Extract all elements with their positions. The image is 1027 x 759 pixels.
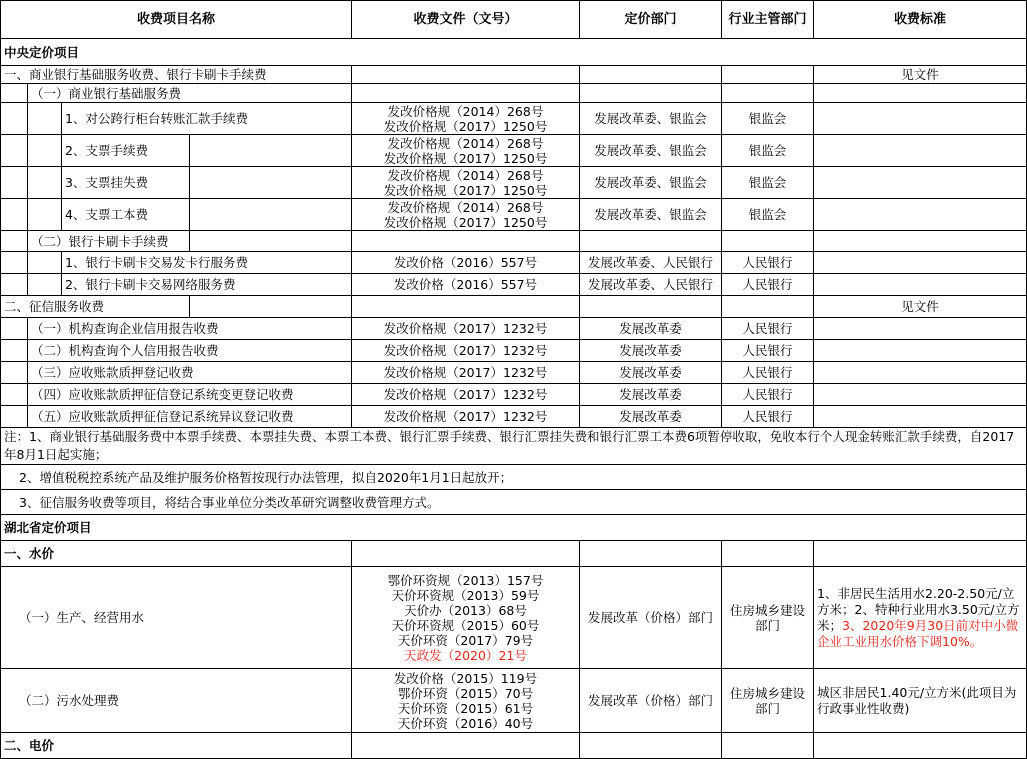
water-item2-docs: 发改价格（2015）119号 鄂价环资（2015）70号 天价环资（2015）61号 天价环资（2016）40号 [352,669,580,733]
item-name: （一）机构查询企业信用报告收费 [28,318,352,340]
item-name: （四）应收账款质押征信登记系统变更登记收费 [28,384,352,406]
item-doc: 发改价格（2016）557号 [352,274,580,296]
water-item1-name: （一）生产、经营用水 [1,567,352,669]
section-row [1,66,1027,84]
item-pricing: 发展改革委、银监会 [580,103,722,135]
water-item1-standard-red: 3、2020年9月30日前对中小微企业工业用水价格下调10%。 [817,617,1019,649]
hubei-title: 湖北省定价项目 [1,515,1027,541]
note-3: 3、征信服务收费等项目，将结合事业单位分类改革研究调整收费管理方式。 [1,490,1027,515]
item-industry: 银监会 [722,199,814,231]
table-row [1,362,1027,384]
item-industry: 人民银行 [722,362,814,384]
item-name: （三）应收账款质押登记收费 [28,362,352,384]
section-row [1,39,1027,66]
item-industry: 银监会 [722,103,814,135]
note-2: 2、增值税税控系统产品及维护服务价格暂按现行办法管理，拟自2020年1月1日起放开； [1,465,1027,490]
table-row [1,135,1027,167]
water-item1-standard: 1、非居民生活用水2.20-2.50元/立方米；2、特种行业用水3.50元/立方米；3、2020年9月30日前对中小微企业工业用水价格下调10%。 [814,567,1027,669]
sub1-title: （一）商业银行基础服务费 [28,84,352,103]
electricity-title: 二、电价 [1,733,352,759]
item-pricing: 发展改革委 [580,362,722,384]
item-doc: 发改价格规（2014）268号 发改价格规（2017）1250号 [352,135,580,167]
sec1-standard: 见文件 [814,66,1027,84]
item-pricing: 发展改革委、人民银行 [580,274,722,296]
table-row [1,274,1027,296]
item-pricing: 发展改革委、银监会 [580,199,722,231]
section-row [1,541,1027,567]
item-name: 2、银行卡刷卡交易网络服务费 [62,274,352,296]
item-industry: 银监会 [722,167,814,199]
table-row [1,406,1027,428]
item-name: （五）应收账款质押征信登记系统异议登记收费 [28,406,352,428]
item-pricing: 发展改革委、人民银行 [580,252,722,274]
note-1: 注：1、商业银行基础服务费中本票手续费、本票挂失费、本票工本费、银行汇票手续费、银行汇票挂失费和银行汇票工本费6项暂停收取，免收本行个人现金转账汇款手续费，自2017年8月1日起实施； [1,428,1027,465]
header-row [1,1,1027,39]
header-doc: 收费文件（文号） [352,1,580,39]
water-item1-industry: 住房城乡建设部门 [722,567,814,669]
sub2-title: （二）银行卡刷卡手续费 [28,231,190,252]
subsection-row [1,231,1027,252]
item-doc: 发改价格规（2017）1232号 [352,318,580,340]
note-row [1,490,1027,515]
table-row [1,340,1027,362]
item-pricing: 发展改革委、银监会 [580,135,722,167]
item-doc: 发改价格规（2017）1232号 [352,340,580,362]
item-doc: 发改价格规（2017）1232号 [352,362,580,384]
note-row [1,428,1027,465]
header-standard: 收费标准 [814,1,1027,39]
item-name: （二）机构查询个人信用报告收费 [28,340,352,362]
item-name: 4、支票工本费 [62,199,190,231]
item-doc: 发改价格规（2017）1232号 [352,384,580,406]
water-title: 一、水价 [1,541,352,567]
table-row [1,669,1027,733]
water-item2-standard: 城区非居民1.40元/立方米(此项目为行政事业性收费) [814,669,1027,733]
header-pricing-dept: 定价部门 [580,1,722,39]
item-pricing: 发展改革委 [580,384,722,406]
item-name: 1、银行卡刷卡交易发卡行服务费 [62,252,352,274]
subsection-row [1,84,1027,103]
sec1-title: 一、商业银行基础服务收费、银行卡刷卡手续费 [1,66,352,84]
item-name: 2、支票手续费 [62,135,190,167]
table-row [1,318,1027,340]
note-row [1,465,1027,490]
item-industry: 人民银行 [722,406,814,428]
water-item1-docs: 鄂价环资规（2013）157号 天价环资规（2013）59号 天价办（2013）68号 天价环资规（2015）60号 天价环资（2017）79号 天政发（2020）21号 [352,567,580,669]
table-row [1,167,1027,199]
item-doc: 发改价格（2016）557号 [352,252,580,274]
table-row [1,384,1027,406]
section-row [1,733,1027,759]
item-industry: 人民银行 [722,252,814,274]
item-industry: 人民银行 [722,340,814,362]
item-industry: 银监会 [722,135,814,167]
section-row [1,515,1027,541]
item-industry: 人民银行 [722,384,814,406]
sec2-title: 二、征信服务收费 [1,296,190,318]
water-item1-pricing: 发展改革（价格）部门 [580,567,722,669]
table-row [1,567,1027,669]
item-industry: 人民银行 [722,274,814,296]
item-doc: 发改价格规（2014）268号 发改价格规（2017）1250号 [352,199,580,231]
sec2-standard: 见文件 [814,296,1027,318]
item-doc: 发改价格规（2014）268号 发改价格规（2017）1250号 [352,167,580,199]
water-item2-pricing: 发展改革（价格）部门 [580,669,722,733]
header-item-name: 收费项目名称 [1,1,352,39]
item-pricing: 发展改革委 [580,406,722,428]
item-pricing: 发展改革委、银监会 [580,167,722,199]
item-doc: 发改价格规（2014）268号 发改价格规（2017）1250号 [352,103,580,135]
table-row [1,252,1027,274]
item-pricing: 发展改革委 [580,340,722,362]
central-title: 中央定价项目 [1,39,1027,66]
item-name: 3、支票挂失费 [62,167,190,199]
section-row [1,296,1027,318]
item-industry: 人民银行 [722,318,814,340]
water-item2-name: （二）污水处理费 [1,669,352,733]
item-name: 1、对公跨行柜台转账汇款手续费 [62,103,352,135]
table-row [1,103,1027,135]
item-doc: 发改价格规（2017）1232号 [352,406,580,428]
table-row [1,199,1027,231]
header-industry-dept: 行业主管部门 [722,1,814,39]
item-pricing: 发展改革委 [580,318,722,340]
water-item1-doc-red: 天政发（2020）21号 [404,647,527,663]
water-item2-industry: 住房城乡建设部门 [722,669,814,733]
